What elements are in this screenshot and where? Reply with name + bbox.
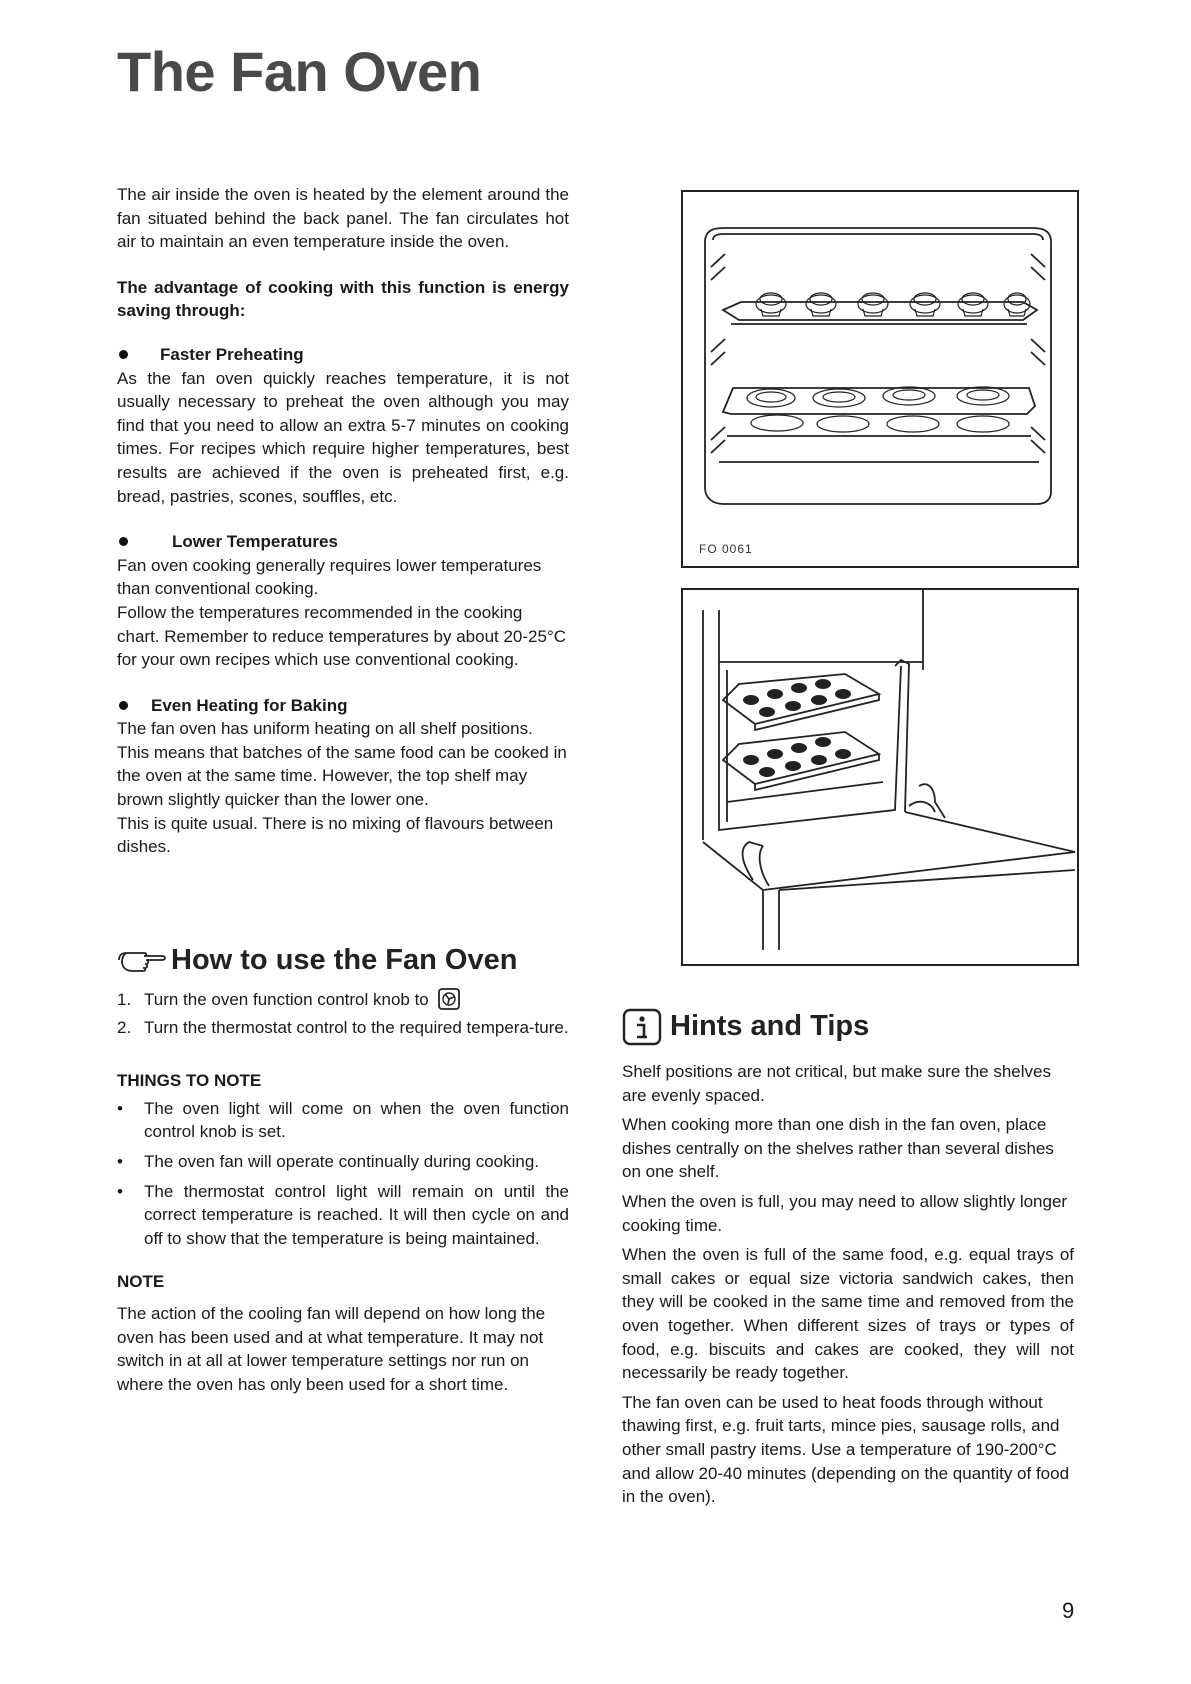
info-icon <box>622 1008 662 1046</box>
things-list <box>117 1097 569 1251</box>
figure-label: FO 0061 <box>699 542 753 556</box>
bullet-icon <box>119 537 128 546</box>
bullet-icon <box>119 701 128 710</box>
note-text: The action of the cooling fan will depend on how long the oven has been used and at what temperature. It may not switch in at all at lower temperature settings nor run on where the oven has only been used for a short time. <box>117 1303 546 1394</box>
bullet-icon: • <box>117 1151 123 1171</box>
open-oven-trays-illustration <box>681 588 1079 966</box>
bullet-icon: • <box>117 1181 123 1201</box>
how-to-heading <box>117 946 569 976</box>
list-item: • The thermostat control light will remain on until the correct temperature is reached. It will then cycle on and off to show that the temperature is being maintained. <box>117 1180 569 1251</box>
feature-heading: Lower Temperatures <box>172 532 338 552</box>
intro-text: The air inside the oven is heated by the element around the fan situated behind the back panel. The fan circulates hot air to maintain an even temperature inside the oven. <box>117 185 569 252</box>
list-item: • The oven light will come on when the oven function control knob is set. <box>117 1097 569 1144</box>
bullet-icon: • <box>117 1098 123 1118</box>
hints-heading-text: Hints and Tips <box>670 1010 870 1043</box>
how-to-heading-text: How to use the Fan Oven <box>171 944 518 977</box>
hints-heading <box>622 1008 1074 1046</box>
open-oven-drawing <box>683 590 1077 964</box>
hint-paragraph: When the oven is full, you may need to allow slightly longer cooking time. <box>622 1191 1068 1235</box>
note-heading: NOTE <box>117 1272 165 1292</box>
feature-heading: Faster Preheating <box>160 344 304 364</box>
fan-function-icon <box>438 988 460 1010</box>
fan-oven-shelves-illustration <box>681 190 1079 568</box>
feature-even-heating <box>117 694 569 859</box>
feature-lower-temperatures <box>117 530 569 672</box>
hint-paragraph: When the oven is full of the same food, e.g. equal trays of small cakes or equal size victoria sandwich cakes, then they will be cooked in the same time and removed from the oven together. When different sizes of trays or types of food, e.g. biscuits and cakes are cooked, they will not necessarily be ready together. <box>622 1245 1074 1383</box>
bullet-icon <box>119 350 128 359</box>
feature-body-2: Follow the temperatures recommended in the cooking chart. Remember to reduce temperatures by about 20-25°C for your own recipes which use conventional cooking. <box>117 602 567 670</box>
how-to-section <box>117 946 569 1396</box>
things-to-note-heading: THINGS TO NOTE <box>117 1071 262 1091</box>
hint-paragraph: The fan oven can be used to heat foods through without thawing first, e.g. fruit tarts, mince pies, sausage rolls, and other small pastry items. Use a temperature of 190-200°C and allow 20-40 minutes (depending on the quantity of food in the oven). <box>622 1392 1070 1507</box>
feature-body: As the fan oven quickly reaches temperature, it is not usually necessary to preheat the oven although you may find that you need to allow an extra 5-7 minutes on cooking times. For recipes which require higher temperatures, best results are achieved if the oven is preheated first, e.g. bread, pastries, scones, souffles, etc. <box>117 368 569 506</box>
oven-shelves-drawing <box>683 192 1077 566</box>
list-item: 2. Turn the thermostat control to the required tempera-ture. <box>117 1017 569 1037</box>
feature-body: Fan oven cooking generally requires lower temperatures than conventional cooking. <box>117 555 542 599</box>
feature-faster-preheating <box>117 343 569 508</box>
page-number: 9 <box>1062 1598 1075 1623</box>
left-column <box>117 183 569 859</box>
feature-body: The fan oven has uniform heating on all shelf positions. This means that batches of the same food can be cooked in the oven at the same time. However, the top shelf may brown slightly quicker than the lower one. <box>117 719 567 810</box>
hints-section <box>622 1008 1074 1515</box>
feature-heading: Even Heating for Baking <box>151 695 348 715</box>
feature-body-2: This is quite usual. There is no mixing of flavours between dishes. <box>117 813 554 857</box>
page-title: The Fan Oven <box>117 40 482 103</box>
steps-list <box>117 988 569 1039</box>
hint-paragraph: Shelf positions are not critical, but make sure the shelves are evenly spaced. <box>622 1062 1051 1105</box>
list-item: • The oven fan will operate continually during cooking. <box>117 1150 569 1174</box>
pointing-hand-icon <box>117 946 169 976</box>
list-item: 1. Turn the oven function control knob to <box>117 988 569 1012</box>
advantage-text: The advantage of cooking with this function is energy saving through: <box>117 277 569 321</box>
hint-paragraph: When cooking more than one dish in the fan oven, place dishes centrally on the shelves rather than several dishes on one shelf. <box>622 1115 1054 1182</box>
